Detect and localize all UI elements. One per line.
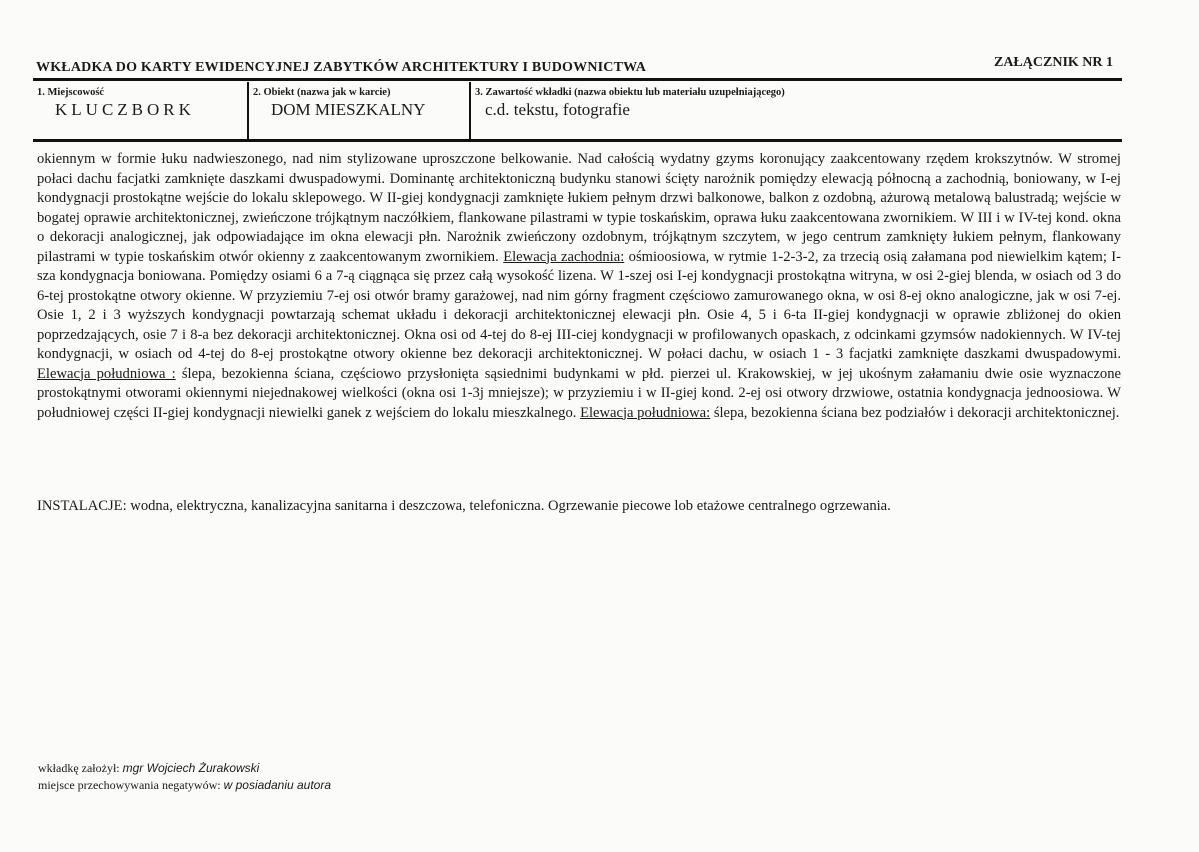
field-object <box>247 82 469 139</box>
document-title: WKŁADKA DO KARTY EWIDENCYJNEJ ZABYTKÓW ARCHITEKTURY I BUDOWNICTWA <box>36 60 647 75</box>
description-part: okiennym w formie łuku nadwieszonego, nad nim stylizowane uproszczone belkowanie. Nad całością wydatny gzyms koronujący zaakcentowany rzędem krokszytnów. W stromej połaci dachu facjatki zamknięte daszkami dwuspadowymi. Dominantę architektoniczną budynku stanowi ścięty narożnik pomiędzy elewacją północną a zachodnią, boniowany, w I-ej kondygnacji prostokątne wejście do lokalu sklepowego. W II-giej kondygnacji zamknięte łukiem pełnym drzwi balkonowe, balkon z ozdobną, ażurową metalową balustradą; wejście w bogatej oprawie architektonicznej, zwieńczone trójkątnym naczółkiem, flankowane pilastrami w typie toskańskim, oprawa łuku zaakcentowana zwornikiem. W III i w IV-tej kond. okna o dekoracji analogicznej, jak odpowiadające im okna elewacji płn. Narożnik zwieńczony ozdobnym, trójkątnym szczytem, w jego centrum zamknięty łukiem pełnym, flankowany pilastrami w typie toskańskim otwór okienny z zaakcentowanym zwornikiem. <box>37 151 1121 265</box>
description-part: ślepa, bezokienna ściana, częściowo przysłonięta sąsiednimi budynkami w płd. pierzei ul. Krakowskiej, w jej ukośnym załamaniu dwie osie wyznaczone prostokątnymi otworami okiennymi niejednakowej wielkości (okna osi 1-3j mniejsze); w przyziemiu i w II-giej kond. 2-ej osi otwory drzwiowe, ostatnia kondygnacja jednoosiowa. W południowej części II-giej kondygnacji niewielki ganek z wejściem do lokalu mieszkalnego. <box>37 365 1121 421</box>
footer <box>38 760 331 794</box>
field-label: 2. Obiekt (nazwa jak w karcie) <box>253 87 391 98</box>
field-label: 1. Miejscowość <box>37 87 105 98</box>
description-text <box>37 150 1121 423</box>
field-contents <box>469 82 1124 139</box>
description-part: ślepa, bezokienna ściana bez podziałów i dekoracji architektonicznej. <box>713 404 1120 421</box>
storage-value: w posiadaniu autora <box>223 778 332 792</box>
annex-number: ZAŁĄCZNIK NR 1 <box>993 55 1113 70</box>
storage-label: miejsce przechowywania negatywów: <box>38 778 221 792</box>
field-value: c.d. tekstu, fotografie <box>485 100 630 119</box>
description-part: ośmioosiowa, w rytmie 1-2-3-2, za trzecią osią załamana pod niewielkim kątem; I-sza kondygnacja boniowana. Pomiędzy osiami 6 a 7-ą ciągnąca się przez całą wysokość lizena. W 1-szej osi I-ej kondygnacji prostokątna witryna, w osi 2-giej blenda, w osiach od 3 do 6-tej prostokątne otwory okienne. W przyziemiu 7-ej osi otwór bramy garażowej, nad nim górny fragment częściowo zamurowanego okna, w osi 8-ej okno analogiczne, jak w osi 7-ej. Osie 1, 2 i 3 wyższych kondygnacji powtarzają schemat układu i dekoracji architektonicznej elewacji płn. Osie 4, 5 i 6-ta II-giej kondygnacji w oprawie zbliżonej do okien poprzedzających, osie 7 i 8-a bez dekoracji architektonicznej. Okna osi od 4-tej do 8-ej III-ciej kondygnacji w profilowanych opaskach, z odcinkami gzymsów nadokiennych. W IV-tej kondygnacji, w osiach od 4-tej do 8-ej prostokątne otwory okienne bez dekoracji architektonicznej. W połaci dachu, w osiach 1 - 3 facjatki zamknięte daszkami dwuspadowymi. <box>37 248 1121 362</box>
metadata-row <box>33 82 1122 139</box>
author-label: wkładkę założył: <box>38 761 120 775</box>
author-name: mgr Wojciech Żurakowski <box>122 761 260 775</box>
heading-south-elevation: Elewacja południowa: <box>580 404 711 421</box>
author-line <box>38 760 331 777</box>
field-locality <box>33 82 245 139</box>
field-value: KLUCZBORK <box>55 100 195 119</box>
top-rule <box>33 78 1122 81</box>
installations-text: INSTALACJE: wodna, elektryczna, kanalizacyjna sanitarna i deszczowa, telefoniczna. Ogrzewanie piecowe lob etażowe centralnego ogrzewania. <box>37 498 891 514</box>
heading-west-elevation: Elewacja zachodnia: <box>503 248 625 265</box>
storage-line <box>38 777 331 794</box>
field-label: 3. Zawartość wkładki (nazwa obiektu lub materiału uzupełniającego) <box>475 87 785 98</box>
bottom-rule <box>33 139 1122 142</box>
field-value: DOM MIESZKALNY <box>271 100 426 119</box>
heading-south-elevation: Elewacja południowa : <box>37 365 176 382</box>
